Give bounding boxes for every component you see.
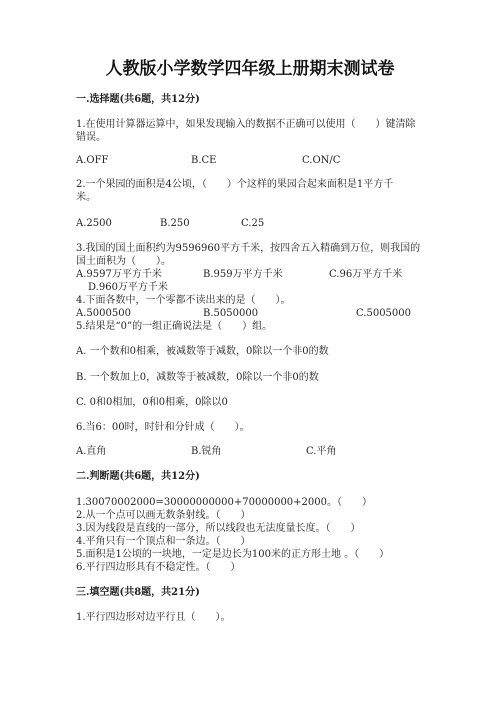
question-5-option-a: A. 一个数和0相乘，被减数等于减数，0除以一个非0的数 [76,346,329,357]
question-1-line2: 错误。 [76,132,106,143]
question-1-line1: 1.在使用计算器运算中，如果发现输入的数据不正确可以使用（ ）键清除 [76,119,416,130]
question-2-option-b: B.250 [160,218,190,229]
question-3-line2: 国土面积为（ ）。 [76,256,171,267]
question-5-line1: 5.结果是“0”的一组正确说法是（ ）组。 [76,321,273,332]
section-heading-fill-blank: 三.填空题(共8题，共21分) [76,587,200,598]
fill-blank-item-1: 1.平行四边形对边平行且（ ）。 [76,612,231,623]
question-4-line1: 4.下面各数中，一个零都不读出来的是（ ）。 [76,295,291,306]
judgement-item-3: 3.因为线段是直线的一部分，所以线段也无法度量长度。（ ） [76,523,361,534]
exam-title: 人教版小学数学四年级上册期末测试卷 [105,59,395,79]
question-6-option-b: B.锐角 [191,446,222,457]
question-3-option-d: D.960万平方千米 [88,282,168,293]
question-2-line1: 2.一个果园的面积是4公顷，（ ）个这样的果园合起来面积是1平方千 [76,179,394,190]
question-5-option-b: B. 一个数加上0，减数等于被减数，0除以一个非0的数 [76,372,319,383]
judgement-item-2: 2.从一个点可以画无数条射线。（ ） [76,510,251,521]
question-2-option-a: A.2500 [76,218,112,229]
question-4-option-c: C.5005000 [356,308,412,319]
question-5-option-c: C. 0和0相加，0和0相乘，0除以0 [76,397,228,408]
question-1-option-c: C.ON/C [302,155,341,166]
question-1-option-a: A.OFF [76,155,109,166]
judgement-item-5: 5.面积是1公顷的一块地，一定是边长为100米的正方形土地 。（ ） [76,549,390,560]
judgement-item-1: 1.30070002000=30000000000+70000000+2000。（ ） [76,497,372,508]
judgement-item-6: 6.平行四边形具有不稳定性。（ ） [76,562,241,573]
question-2-line2: 米。 [76,192,96,203]
question-4-option-b: B.5050000 [203,308,259,319]
question-3-line1: 3.我国的国土面积约为9596960平方千米，按四舍五入精确到万位，则我国的 [76,243,421,254]
question-3-option-a: A.9597万平方千米 [76,269,162,280]
question-6-option-c: C.平角 [306,446,337,457]
section-heading-judgement: 二.判断题(共6题，共12分) [76,471,200,482]
question-6-option-a: A.直角 [76,446,107,457]
section-heading-choice: 一.选择题(共6题，共12分) [76,94,200,105]
question-2-option-c: C.25 [241,218,265,229]
judgement-item-4: 4.平角只有一个顶点和一条边。（ ） [76,536,251,547]
question-3-option-b: B.959万平方千米 [203,269,283,280]
question-6-line1: 6.当6：00时，时针和分针成（ ）。 [76,422,250,433]
question-1-option-b: B.CE [191,155,217,166]
question-3-option-c: C.96万平方千米 [329,269,403,280]
question-4-option-a: A.5000500 [76,308,131,319]
